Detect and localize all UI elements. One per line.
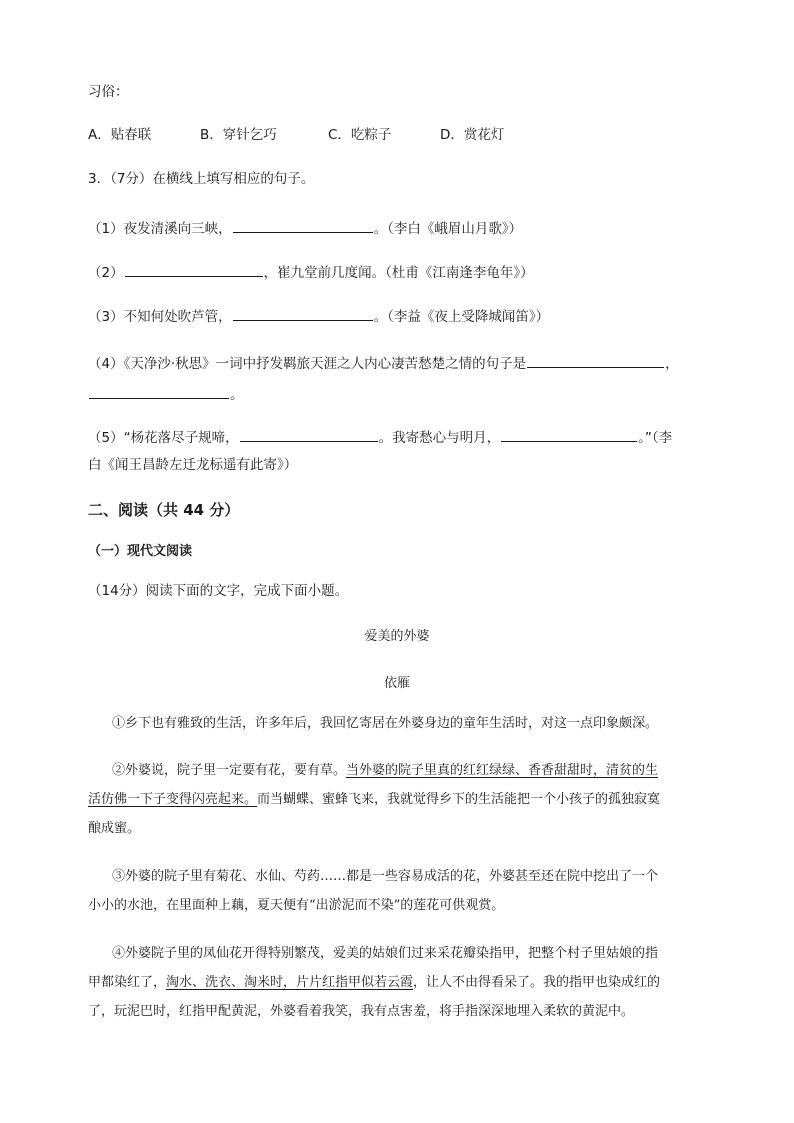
- option-a: A．贴春联: [88, 127, 152, 143]
- answer-blank[interactable]: [527, 354, 664, 368]
- q3-item-4: （4）《天净沙·秋思》一词中抒发羁旅天涯之人内心凄苦愁楚之情的句子是 ，: [88, 356, 679, 372]
- answer-blank[interactable]: [89, 385, 229, 399]
- article-author: 依雁: [383, 676, 410, 691]
- section-title: 二、阅读（共 44 分）: [88, 501, 240, 519]
- paragraph-4: ④外婆院子里的凤仙花开得特别繁茂，爱美的姑娘们过来采花瓣染指甲，把整个村子里姑娘的指 甲都染红了，淘水、洗衣、淘米时，片片红指甲似若云霞，让人不由得看呆了。我的指甲也染成红的 了，玩泥巴时，红指甲配黄泥，外婆看着我笑，我有点害羞，将手指深深地埋入柔软的黄泥中。: [88, 946, 661, 1019]
- underlined-sentence: 当外婆的院子里真的红红绿绿、香香甜甜时，清贫的生: [346, 763, 659, 778]
- q2-options: [88, 129, 504, 143]
- paragraph-3: ③外婆的院子里有菊花、水仙、芍药……都是一些容易成活的花，外婆甚至还在院中挖出了一个 小小的水池，在里面种上藕，夏天便有“出淤泥而不染”的莲花可供观赏。: [88, 869, 659, 913]
- q3-item-1: （1）夜发清溪向三峡， 。（李白《峨眉山月歌》）: [88, 221, 523, 237]
- q3-stem: 3．（7分）在横线上填写相应的句子。: [88, 171, 315, 187]
- q3-item-4-line2: 。: [88, 385, 244, 403]
- answer-blank[interactable]: [125, 263, 263, 277]
- option-c: C．吃粽子: [328, 127, 392, 143]
- paragraph-1: ①乡下也有雅致的生活，许多年后，我回忆寄居在外婆身边的童年生活时，对这一点印象颇深。: [112, 716, 659, 731]
- option-b: B．穿针乞巧: [200, 127, 277, 143]
- underlined-sentence: 淘水、洗衣、淘米时，片片红指甲似若云霞: [166, 975, 414, 990]
- subsection-title: （一）现代文阅读: [88, 544, 193, 559]
- option-d: D．赏花灯: [440, 127, 505, 143]
- q3-item-2: （2） ，崔九堂前几度闻。（杜甫《江南逢李龟年》）: [88, 265, 534, 281]
- q3-item-5-line2: 白《闻王昌龄左迁龙标遥有此寄》）: [88, 457, 298, 473]
- answer-blank[interactable]: [501, 428, 637, 442]
- underlined-sentence: 活仿佛一下子变得闪亮起来。: [88, 792, 258, 807]
- answer-blank[interactable]: [233, 219, 373, 233]
- answer-blank[interactable]: [233, 307, 373, 321]
- q3-item-3: （3）不知何处吹芦管， 。（李益《夜上受降城闻笛》）: [88, 309, 550, 325]
- q3-item-5: （5）“杨花落尽子规啼， 。我寄愁心与明月， 。”（李: [88, 430, 673, 446]
- paragraph-2: ②外婆说，院子里一定要有花，要有草。当外婆的院子里真的红红绿绿、香香甜甜时，清贫的生 活仿佛一下子变得闪亮起来。而当蝴蝶、蜜蜂飞来，我就觉得乡下的生活能把一个小孩子的孤独寂寞 酿成蜜。: [88, 763, 661, 836]
- answer-blank[interactable]: [240, 428, 378, 442]
- article-title: 爱美的外婆: [364, 629, 430, 644]
- custom-label: 习俗：: [88, 84, 129, 100]
- reading-intro: （14分）阅读下面的文字，完成下面小题。: [88, 583, 349, 599]
